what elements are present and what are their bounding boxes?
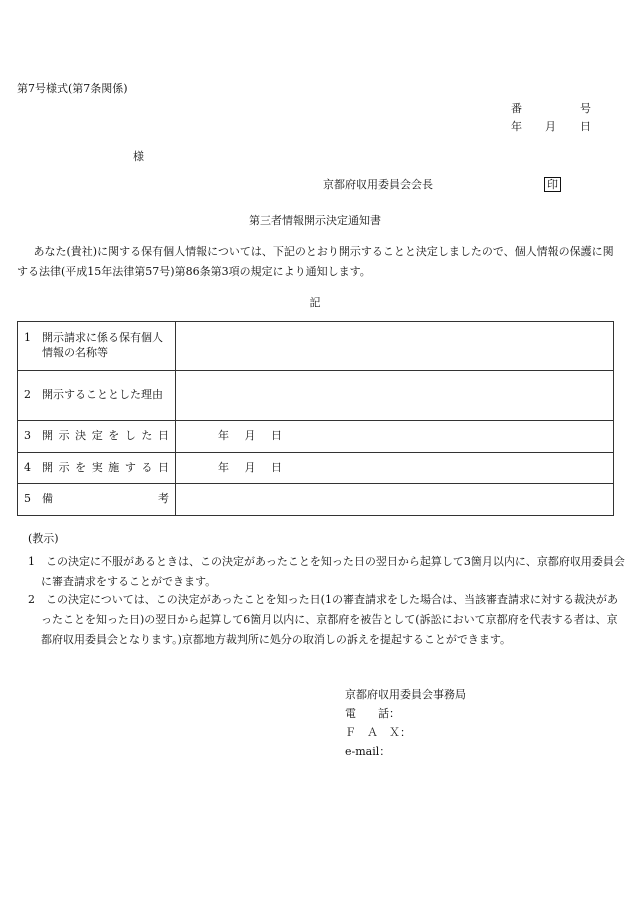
- notice-table: [17, 321, 614, 516]
- addressee-honorific: 様: [133, 150, 144, 163]
- office-contact-block: [345, 685, 466, 761]
- office-email-label: e-mail：: [345, 745, 391, 758]
- row-number: 5: [24, 492, 31, 506]
- date-day-label: 日: [580, 120, 591, 133]
- date-year-label: 年: [511, 120, 522, 133]
- reference-ban-label: 番: [511, 102, 522, 115]
- table-row: [18, 322, 614, 371]
- row-label: [18, 322, 176, 371]
- date-month-label: 月: [545, 120, 556, 133]
- body-paragraph: あなた(貴社)に関する保有個人情報については、下記のとおり開示することと決定しましたので、個人情報の保護に関する法律(平成15年法律第57号)第86条第3項の規定により通知します。: [17, 245, 614, 278]
- row-value-cell[interactable]: [176, 484, 614, 516]
- form-number: 第7号様式(第7条関係): [17, 82, 128, 95]
- row-label-text: 開示請求に係る保有個人情報の名称等: [42, 331, 163, 359]
- row-label-text: 備 考: [42, 492, 169, 506]
- row-value-cell[interactable]: [176, 421, 614, 453]
- reference-gou-label: 号: [580, 102, 591, 115]
- row-label: [18, 453, 176, 484]
- office-fax-label: Ｆ Ａ Ｘ：: [345, 726, 411, 739]
- sender-name: 京都府収用委員会会長: [323, 178, 433, 191]
- office-name: 京都府収用委員会事務局: [345, 688, 466, 701]
- row-value-cell[interactable]: [176, 453, 614, 484]
- row-label: [18, 421, 176, 453]
- document-title: 第三者情報開示決定通知書: [249, 214, 381, 227]
- row-value-cell[interactable]: [176, 322, 614, 371]
- office-phone-label: 電 話：: [345, 707, 400, 720]
- decision-date-value: 年 月 日: [218, 429, 282, 443]
- row-label-text: 開 示 を 実 施 す る 日: [42, 460, 169, 474]
- instruction-item-1: 1 この決定に不服があるときは、この決定があったことを知った日の翌日から起算して3箇月以内に、京都府収用委員会に審査請求をすることができます。: [28, 555, 625, 588]
- row-number: 2: [24, 388, 31, 402]
- row-number: 4: [24, 460, 31, 474]
- row-number: 3: [24, 429, 31, 443]
- instruction-item-2: 2 この決定については、この決定があったことを知った日(1の審査請求をした場合は、当該審査請求に対する裁決があったことを知った日)の翌日から起算して6箇月以内に、京都府を被告として(訴訟において京都府を代表する者は、京都府収用委員会となります。)京都地方裁判所に処分の取消しの訴えを提起することができます。: [28, 593, 618, 646]
- row-value-cell[interactable]: [176, 371, 614, 421]
- seal-stamp: 印: [544, 177, 561, 192]
- instructions-heading: (教示): [28, 532, 59, 545]
- row-number: 1: [24, 331, 31, 345]
- table-row: [18, 371, 614, 421]
- table-row: [18, 421, 614, 453]
- table-row: [18, 484, 614, 516]
- row-label: [18, 484, 176, 516]
- ki-marker: 記: [309, 296, 321, 309]
- row-label: [18, 371, 176, 421]
- table-row: [18, 453, 614, 484]
- implementation-date-value: 年 月 日: [218, 460, 282, 474]
- row-label-text: 開 示 決 定 を し た 日: [42, 429, 169, 443]
- row-label-text: 開示することとした理由: [42, 388, 163, 402]
